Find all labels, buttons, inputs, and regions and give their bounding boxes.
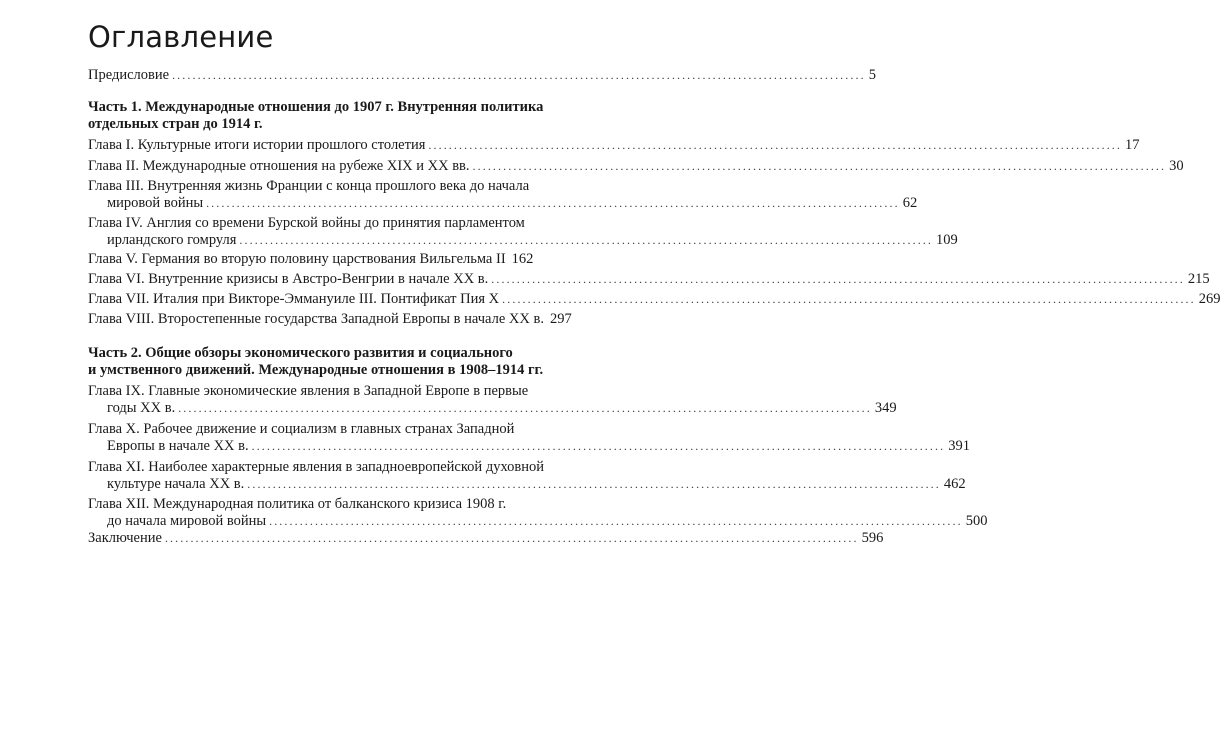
- entry-label: Глава XII. Международная политика от балканского кризиса 1908 г.: [88, 496, 507, 512]
- entry-label: Заключение: [88, 530, 162, 546]
- page-number: 269: [1198, 291, 1221, 307]
- toc-entry-chapter-4[interactable]: Глава IV. Англия со времени Бурской войны до принятия парламентом ирландского гомруля ........................................................................................................................................ 109: [88, 215, 958, 248]
- part-heading-line: Часть 1. Международные отношения до 1907 г. Внутренняя политика: [88, 99, 544, 115]
- page-number: 5: [868, 67, 876, 83]
- entry-label: Глава XI. Наиболее характерные явления в западноевропейской духовной: [88, 459, 545, 475]
- part-1-heading: [88, 99, 544, 133]
- toc-entry-chapter-12[interactable]: Глава XII. Международная политика от балканского кризиса 1908 г. до начала мировой войны ........................................................................................................................................ 500: [88, 496, 988, 529]
- page-number: 349: [874, 400, 897, 416]
- toc-entry-chapter-7[interactable]: Глава VII. Италия при Викторе-Эммануиле III. Понтификат Пия X ........................................................................................................................................ 269: [88, 291, 1221, 307]
- part-heading-line: и умственного движений. Международные отношения в 1908–1914 гг.: [88, 362, 544, 378]
- toc-entry-chapter-11[interactable]: Глава XI. Наиболее характерные явления в западноевропейской духовной культуре начала XX в. ........................................................................................................................................ 462: [88, 459, 966, 492]
- entry-label: Глава I. Культурные итоги истории прошлого столетия: [88, 137, 426, 153]
- entry-label: Глава VI. Внутренние кризисы в Австро-Венгрии в начале XX в.: [88, 271, 489, 287]
- toc-entry-chapter-10[interactable]: Глава X. Рабочее движение и социализм в главных странах Западной Европы в начале XX в. ........................................................................................................................................ 391: [88, 421, 970, 454]
- entry-label: Глава V. Германия во вторую половину царствования Вильгельма II: [88, 251, 506, 267]
- toc-entry-conclusion[interactable]: Заключение ........................................................................................................................................ 596: [88, 530, 884, 546]
- toc-entry-preface[interactable]: Предисловие ........................................................................................................................................ 5: [88, 67, 876, 83]
- entry-label: Глава IV. Англия со времени Бурской войны до принятия парламентом: [88, 215, 525, 231]
- page-number: 109: [936, 232, 958, 248]
- page-number: 62: [902, 195, 918, 211]
- toc-entry-chapter-9[interactable]: Глава IX. Главные экономические явления в Западной Европе в первые годы XX в. ........................................................................................................................................ 349: [88, 383, 897, 416]
- entry-label-continued: до начала мировой войны: [107, 513, 267, 529]
- part-heading-line: Часть 2. Общие обзоры экономического развития и социального: [88, 345, 513, 361]
- entry-label: Глава IX. Главные экономические явления в Западной Европе в первые: [88, 383, 529, 399]
- page-number: 500: [965, 513, 988, 529]
- page-number: 162: [511, 251, 534, 267]
- entry-label-continued: культуре начала XX в.: [107, 476, 245, 492]
- entry-label: Предисловие: [88, 67, 170, 83]
- entry-label-continued: мировой войны: [107, 195, 204, 211]
- toc-entry-chapter-3[interactable]: Глава III. Внутренняя жизнь Франции с конца прошлого века до начала мировой войны ........................................................................................................................................ 62: [88, 178, 918, 211]
- toc-entry-chapter-1[interactable]: Глава I. Культурные итоги истории прошлого столетия ........................................................................................................................................ 17: [88, 137, 1140, 153]
- entry-label: Глава II. Международные отношения на рубеже XIX и XX вв.: [88, 158, 470, 174]
- page-number: 462: [943, 476, 966, 492]
- page-number: 215: [1187, 271, 1210, 287]
- entry-label-continued: Европы в начале XX в.: [107, 438, 249, 454]
- page-number: 596: [861, 530, 884, 546]
- toc-entry-chapter-8[interactable]: [88, 311, 572, 328]
- part-2-heading: [88, 345, 544, 379]
- page-number: 391: [948, 438, 970, 454]
- toc-entry-chapter-5[interactable]: [88, 251, 533, 268]
- toc-entry-chapter-2[interactable]: Глава II. Международные отношения на рубеже XIX и XX вв. ........................................................................................................................................ 30: [88, 158, 1184, 174]
- entry-label: Глава X. Рабочее движение и социализм в главных странах Западной: [88, 421, 515, 437]
- entry-label-continued: годы XX в.: [107, 400, 176, 416]
- entry-label: Глава VIII. Второстепенные государства Западной Европы в начале XX в.: [88, 311, 544, 327]
- page-number: 30: [1169, 158, 1184, 174]
- entry-label: Глава VII. Италия при Викторе-Эммануиле III. Понтификат Пия X: [88, 291, 500, 307]
- part-heading-line: отдельных стран до 1914 г.: [88, 116, 263, 132]
- toc-entry-chapter-6[interactable]: Глава VI. Внутренние кризисы в Австро-Венгрии в начале XX в. ........................................................................................................................................ 215: [88, 271, 1210, 287]
- entry-label-continued: ирландского гомруля: [107, 232, 237, 248]
- page-number: 17: [1125, 137, 1140, 153]
- entry-label: Глава III. Внутренняя жизнь Франции с конца прошлого века до начала: [88, 178, 530, 194]
- page-number: 297: [549, 311, 572, 327]
- page-title: Оглавление: [88, 20, 274, 54]
